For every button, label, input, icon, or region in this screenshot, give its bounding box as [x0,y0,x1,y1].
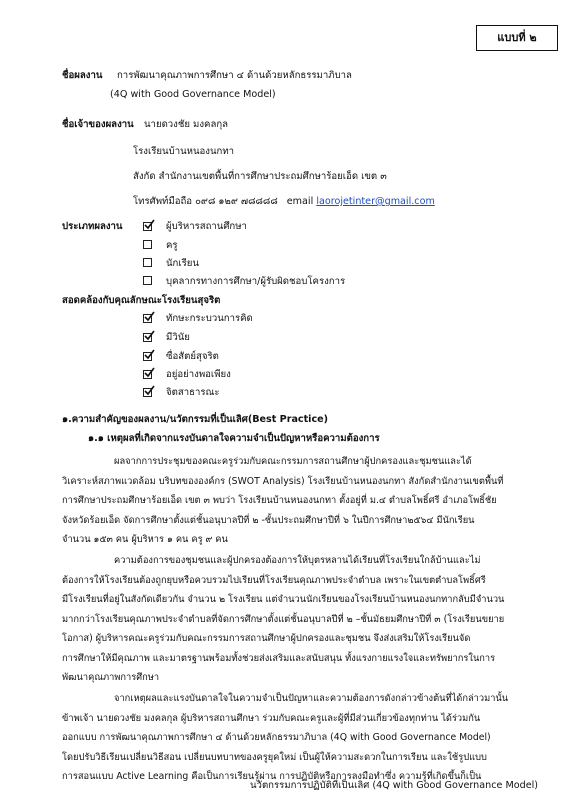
section-heading: ๑.ความสำคัญของผลงาน/นวัตกรรมที่เป็นเลิศ(Best Practice) [62,414,329,425]
paragraph-line: โอกาส) ผู้บริหารคณะครูร่วมกับคณะกรรมการสถานศึกษาผู้ปกครองและชุมชน จึงส่งเสริมให้โรงเรียนจัด [62,633,471,644]
owner-name: นายดวงชัย มงคลกุล [144,119,229,130]
work-type-option-label: นักเรียน [166,258,199,269]
paragraph-line: การศึกษาให้มีคุณภาพ และมาตรฐานพร้อมทั้งช่วยส่งเสริมและสนับสนุน ทั้งแรงกายแรงใจและทรัพยากรในการ [62,652,496,664]
checkmark-icon [143,367,155,379]
email-link[interactable]: laorojetinter@gmail.com [316,196,435,207]
checkbox-work-type-2[interactable] [143,258,152,267]
checkmark-icon [143,330,155,342]
owner-school: โรงเรียนบ้านหนองนกทา [133,146,235,157]
checkbox-alignment-0[interactable] [143,314,152,323]
checkbox-work-type-1[interactable] [143,240,152,249]
checkbox-work-type-3[interactable] [143,276,152,285]
checkmark-icon [143,311,155,323]
checkbox-alignment-2[interactable] [143,352,152,361]
paragraph-line: พัฒนาคุณภาพการศึกษา [62,672,160,683]
paragraph-line: จังหวัดร้อยเอ็ด จัดการศึกษาตั้งแต่ชั้นอนุบาลปีที่ ๒ -ชั้นประถมศึกษาปีที่ ๖ ในปีการศึกษา๒๕๖๔ มีนักเรียน [62,514,475,526]
work-type-option-label: ผู้บริหารสถานศึกษา [166,221,247,232]
work-type-label: ประเภทผลงาน [62,221,123,232]
project-label: ชื่อผลงาน [62,70,103,81]
owner-contact [133,196,435,208]
paragraph-line: การศึกษาประถมศึกษาร้อยเอ็ด เขต ๓ พบว่า โรงเรียนบ้านหนองนกทา ตั้งอยู่ที่ ม.๔ ตำบลโพธิ์ศรี อำเภอโพธิ์ชัย [62,495,497,506]
paragraph-2 [62,551,522,688]
checkmark-icon [143,385,155,397]
paragraph-1 [62,452,522,550]
owner-label: ชื่อเจ้าของผลงาน [62,119,134,130]
checkbox-alignment-4[interactable] [143,388,152,397]
alignment-option-label: จิตสาธารณะ [166,387,220,398]
form-number-badge: แบบที่ ๒ [476,25,558,51]
section-subheading: ๑.๑ เหตุผลที่เกิดจากแรงบันดาลใจความจำเป็นปัญหาหรือความต้องการ [88,433,380,444]
checkbox-work-type-0[interactable] [143,222,152,231]
paragraph-line: วิเคราะห์สภาพแวดล้อม บริบทขององค์กร (SWOT Analysis) โรงเรียนบ้านหนองนกทา สังกัดสำนักงานเขตพื้นที่ [62,475,504,487]
project-title-line2: (4Q with Good Governance Model) [110,89,276,100]
project-title-line1: การพัฒนาคุณภาพการศึกษา ๔ ด้านด้วยหลักธรรมาภิบาล [117,70,352,81]
checkmark-icon [143,219,155,231]
owner-affiliation: สังกัด สำนักงานเขตพื้นที่การศึกษาประถมศึกษาร้อยเอ็ด เขต ๓ [133,171,387,182]
paragraph-line: มีโรงเรียนที่อยู่ในสังกัดเดียวกัน จำนวน ๒ โรงเรียน แต่จำนวนนักเรียนของโรงเรียนบ้านหนองนกทากลับมีจำนวน [62,594,505,605]
paragraph-line: ผลจากการประชุมของคณะครูร่วมกับคณะกรรมการสถานศึกษาผู้ปกครองและชุมชนและได้ [114,456,472,467]
owner-phone: โทรศัพท์มือถือ ๐๙๘ ๑๒๙ ๗๘๘๘๘ [133,196,278,207]
paragraph-line: มากกว่าโรงเรียนคุณภาพประจำตำบลที่จัดการศึกษาตั้งแต่ชั้นอนุบาลปีที่ ๒ –ชั้นมัธยมศึกษาปีที่ ๓ (โรงเรียนขยาย [62,613,505,625]
paragraph-line: ต้องการให้โรงเรียนต้องถูกยุบหรือควบรวมไปเรียนที่โรงเรียนคุณภาพประจำตำบล เพราะในเขตตำบลโพธิ์ศรี [62,574,486,586]
work-type-option-label: บุคลากรทางการศึกษา/ผู้รับผิดชอบโครงการ [166,276,346,287]
alignment-option-label: ซื่อสัตย์สุจริต [166,351,219,362]
paragraph-3 [62,689,522,787]
paragraph-line: ออกแบบ การพัฒนาคุณภาพการศึกษา ๔ ด้านด้วยหลักธรรมาภิบาล (4Q with Good Governance Model) [62,732,491,743]
email-label: email [286,196,314,207]
paragraph-line: โดยปรับวิธีเรียนเปลี่ยนวิธีสอน เปลี่ยนบทบาทของครูยุคใหม่ เป็นผู้ให้ความสะดวกในการเรียน และใช้รูปแบบ [62,751,487,763]
paragraph-line: การสอนแบบ Active Learning คือเป็นการเรียนรู้ผ่าน การปฏิบัติหรือการลงมือทำซึ่ง ความรู้ที่เกิดขึ้นก็เป็น [62,771,482,782]
work-type-option-label: ครู [166,240,178,251]
paragraph-line: จำนวน ๑๕๓ คน ผู้บริหาร ๑ คน ครู ๙ คน [62,534,228,545]
paragraph-line: ความต้องการของชุมชนและผู้ปกครองต้องการให้บุตรหลานได้เรียนที่โรงเรียนใกล้บ้านและไม่ [114,555,481,566]
checkbox-alignment-3[interactable] [143,370,152,379]
checkbox-alignment-1[interactable] [143,333,152,342]
checkmark-icon [143,349,155,361]
page-footer: นวัตกรรมการปฏิบัติที่เป็นเลิศ (4Q with Good Governance Model) [250,780,538,791]
alignment-label: สอดคล้องกับคุณลักษณะโรงเรียนสุจริต [62,295,221,306]
paragraph-line: ข้าพเจ้า นายดวงชัย มงคลกุล ผู้บริหารสถานศึกษา ร่วมกับคณะครูและผู้ที่มีส่วนเกี่ยวข้องทุกท่าน ได้ร่วมกัน [62,712,481,724]
paragraph-line: จากเหตุผลและแรงบันดาลใจในความจำเป็นปัญหาและความต้องการดังกล่าวข้างต้นที่ได้กล่าวมานั้น [114,693,509,704]
alignment-option-label: อยู่อย่างพอเพียง [166,369,231,380]
alignment-option-label: มีวินัย [166,332,190,343]
alignment-option-label: ทักษะกระบวนการคิด [166,313,253,324]
